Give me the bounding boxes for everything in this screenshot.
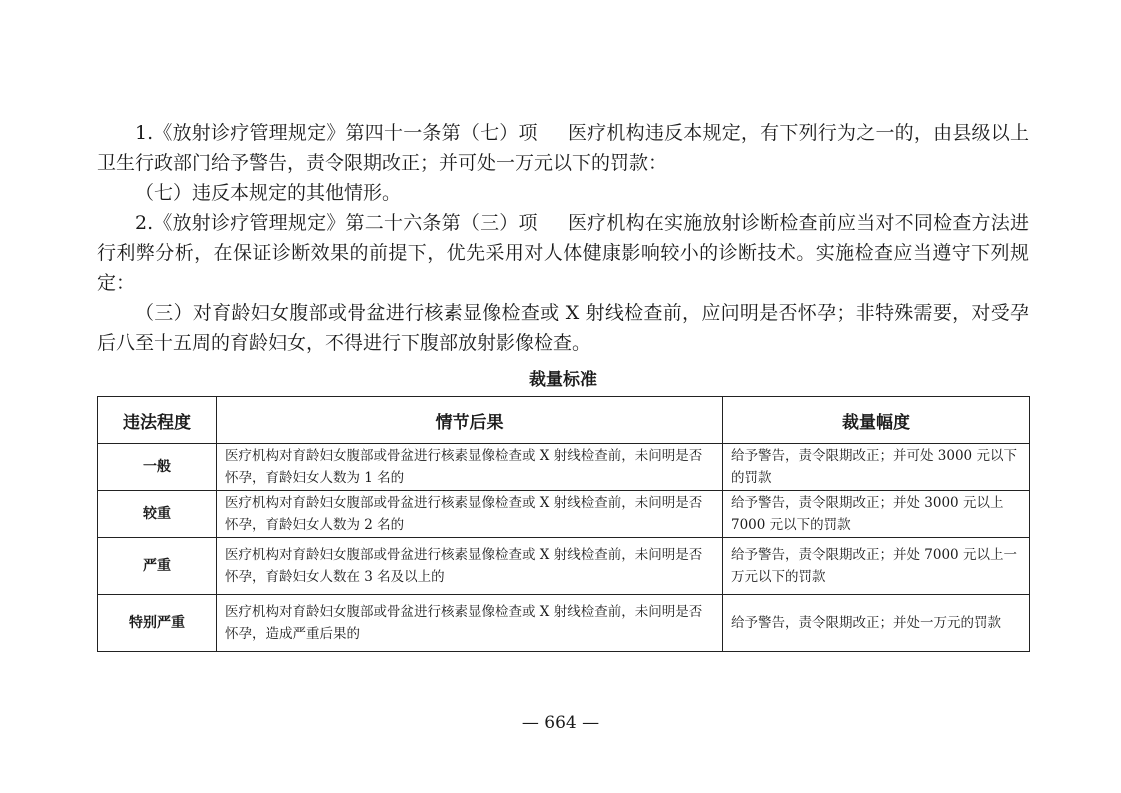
cell-circumstance: 医疗机构对育龄妇女腹部或骨盆进行核素显像检查或 X 射线检查前，未问明是否怀孕，育龄妇女人数在 3 名及以上的: [217, 538, 723, 595]
cell-level: 一般: [98, 444, 217, 491]
paragraph-2: （七）违反本规定的其他情形。: [135, 182, 402, 204]
paragraph-1-heading: 1.《放射诊疗管理规定》第四十一条第（七）项: [135, 122, 538, 144]
header-penalty-range: 裁量幅度: [723, 397, 1030, 444]
document-body: [97, 118, 1029, 652]
table-row: [98, 491, 1030, 538]
cell-penalty: 给予警告，责令限期改正；并处 3000 元以上 7000 元以下的罚款: [723, 491, 1030, 538]
cell-penalty: 给予警告，责令限期改正；并处一万元的罚款: [723, 595, 1030, 652]
table-row: [98, 538, 1030, 595]
cell-circumstance: 医疗机构对育龄妇女腹部或骨盆进行核素显像检查或 X 射线检查前，未问明是否怀孕，育龄妇女人数为 1 名的: [217, 444, 723, 491]
cell-level: 较重: [98, 491, 217, 538]
paragraph-4: （三）对育龄妇女腹部或骨盆进行核素显像检查或 X 射线检查前，应问明是否怀孕；非特殊需要，对受孕后八至十五周的育龄妇女，不得进行下腹部放射影像检查。: [97, 302, 1029, 354]
paragraph-3: [97, 208, 1029, 298]
header-violation-level: 违法程度: [98, 397, 217, 444]
paragraph-3-heading: 2.《放射诊疗管理规定》第二十六条第（三）项: [135, 212, 538, 234]
cell-circumstance: 医疗机构对育龄妇女腹部或骨盆进行核素显像检查或 X 射线检查前，未问明是否怀孕，造成严重后果的: [217, 595, 723, 652]
page-number: — 664 —: [521, 713, 600, 733]
table-row: [98, 595, 1030, 652]
paragraph-1: [97, 118, 1029, 178]
table-header-row: [98, 397, 1030, 444]
table-title: 裁量标准: [529, 370, 597, 390]
paragraph-1-body: 医疗机构违反本规定，有下列行为之一的，由县级以上卫生行政部门给予警告，责令限期改正；并可处一万元以下的罚款：: [97, 122, 1029, 174]
cell-penalty: 给予警告，责令限期改正；并可处 3000 元以下的罚款: [723, 444, 1030, 491]
cell-penalty: 给予警告，责令限期改正；并处 7000 元以上一万元以下的罚款: [723, 538, 1030, 595]
discretion-table: [97, 396, 1030, 652]
table-row: [98, 444, 1030, 491]
header-circumstance: 情节后果: [217, 397, 723, 444]
cell-level: 特别严重: [98, 595, 217, 652]
cell-circumstance: 医疗机构对育龄妇女腹部或骨盆进行核素显像检查或 X 射线检查前，未问明是否怀孕，育龄妇女人数为 2 名的: [217, 491, 723, 538]
paragraph-3-body: 医疗机构在实施放射诊断检查前应当对不同检查方法进行利弊分析，在保证诊断效果的前提下，优先采用对人体健康影响较小的诊断技术。实施检查应当遵守下列规定：: [97, 212, 1029, 294]
cell-level: 严重: [98, 538, 217, 595]
